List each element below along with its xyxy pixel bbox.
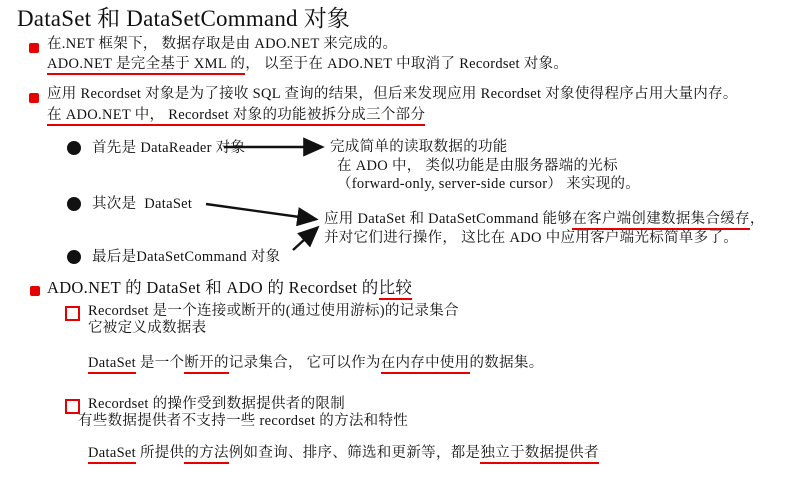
bullet1-line2	[47, 56, 568, 73]
plain-text: 的数据集。	[469, 355, 544, 371]
reader-note-line3: （forward-only, server-side cursor） 来实现的。	[337, 176, 641, 192]
black-circle-bullet-icon	[67, 197, 81, 211]
underlined-text: 断开的	[184, 355, 228, 374]
bullet1-line2-underlined: ADO.NET 是完全基于 XML 的	[47, 56, 245, 75]
reader-note-line2: 在 ADO 中， 类似功能是由服务器端的光标	[337, 158, 618, 174]
dataset-note-line1-underlined: 在客户端创建数据集合缓存	[572, 211, 750, 230]
plain-text: 例如查询、排序、筛选和更新等，都是	[228, 445, 481, 461]
arrow-dataset-icon	[206, 204, 314, 219]
red-square-bullet-icon	[29, 43, 39, 53]
comparison-heading-underlined: 比较	[379, 278, 413, 300]
plain-text: 所提供	[136, 445, 185, 461]
red-hollow-square-bullet-icon	[65, 399, 80, 414]
comparison-item2-line3	[88, 445, 599, 462]
dataset-note-line1	[324, 211, 765, 228]
comparison-item1-line1: Recordset 是一个连接或断开的(通过使用游标)的记录集合	[88, 303, 459, 319]
red-hollow-square-bullet-icon	[65, 306, 80, 321]
red-square-bullet-icon	[30, 286, 40, 296]
comparison-item1-line3	[88, 355, 544, 372]
bullet2-line2	[47, 107, 425, 124]
underlined-text: DataSet	[88, 355, 136, 374]
dataset-note-line1-post: ，	[749, 211, 765, 227]
underlined-text: 的方法	[184, 445, 228, 464]
dataset-note-line1-pre: 应用 DataSet 和 DataSetCommand 能够	[324, 211, 573, 227]
part-second: 其次是 DataSet	[92, 196, 193, 212]
bullet2-line2-underlined: 在 ADO.NET 中， Recordset 对象的功能被拆分成三个部分	[47, 107, 425, 126]
dataset-note-line2: 并对它们进行操作， 这比在 ADO 中应用客户端光标简单多了。	[324, 230, 739, 246]
plain-text: 是一个	[136, 355, 185, 371]
comparison-heading-pre: ADO.NET 的 DataSet 和 ADO 的 Recordset 的	[47, 278, 379, 297]
part-first: 首先是 DataReader 对象	[92, 140, 246, 156]
bullet2-line1: 应用 Recordset 对象是为了接收 SQL 查询的结果，但后来发现应用 Recordset 对象使得程序占用大量内存。	[47, 86, 738, 102]
underlined-text: 独立于数据提供者	[480, 445, 598, 464]
red-square-bullet-icon	[29, 93, 39, 103]
arrow-datasetcommand-icon	[293, 229, 316, 250]
bullet1-line1: 在.NET 框架下， 数据存取是由 ADO.NET 来完成的。	[47, 36, 398, 52]
comparison-item2-line2: 有些数据提供者不支持一些 recordset 的方法和特性	[78, 413, 409, 429]
comparison-heading	[47, 278, 412, 298]
comparison-item2-line1: Recordset 的操作受到数据提供者的限制	[88, 396, 346, 412]
slide-title: DataSet 和 DataSetCommand 对象	[17, 6, 351, 31]
plain-text: 记录集合， 它可以作为	[228, 355, 381, 371]
black-circle-bullet-icon	[67, 250, 81, 264]
underlined-text: DataSet	[88, 445, 136, 464]
part-third: 最后是DataSetCommand 对象	[92, 249, 281, 265]
bullet1-line2-rest: ， 以至于在 ADO.NET 中取消了 Recordset 对象。	[245, 56, 569, 72]
underlined-text: 在内存中使用	[381, 355, 470, 374]
black-circle-bullet-icon	[67, 141, 81, 155]
reader-note-line1: 完成简单的读取数据的功能	[330, 139, 508, 155]
comparison-item1-line2: 它被定义成数据表	[88, 320, 207, 336]
